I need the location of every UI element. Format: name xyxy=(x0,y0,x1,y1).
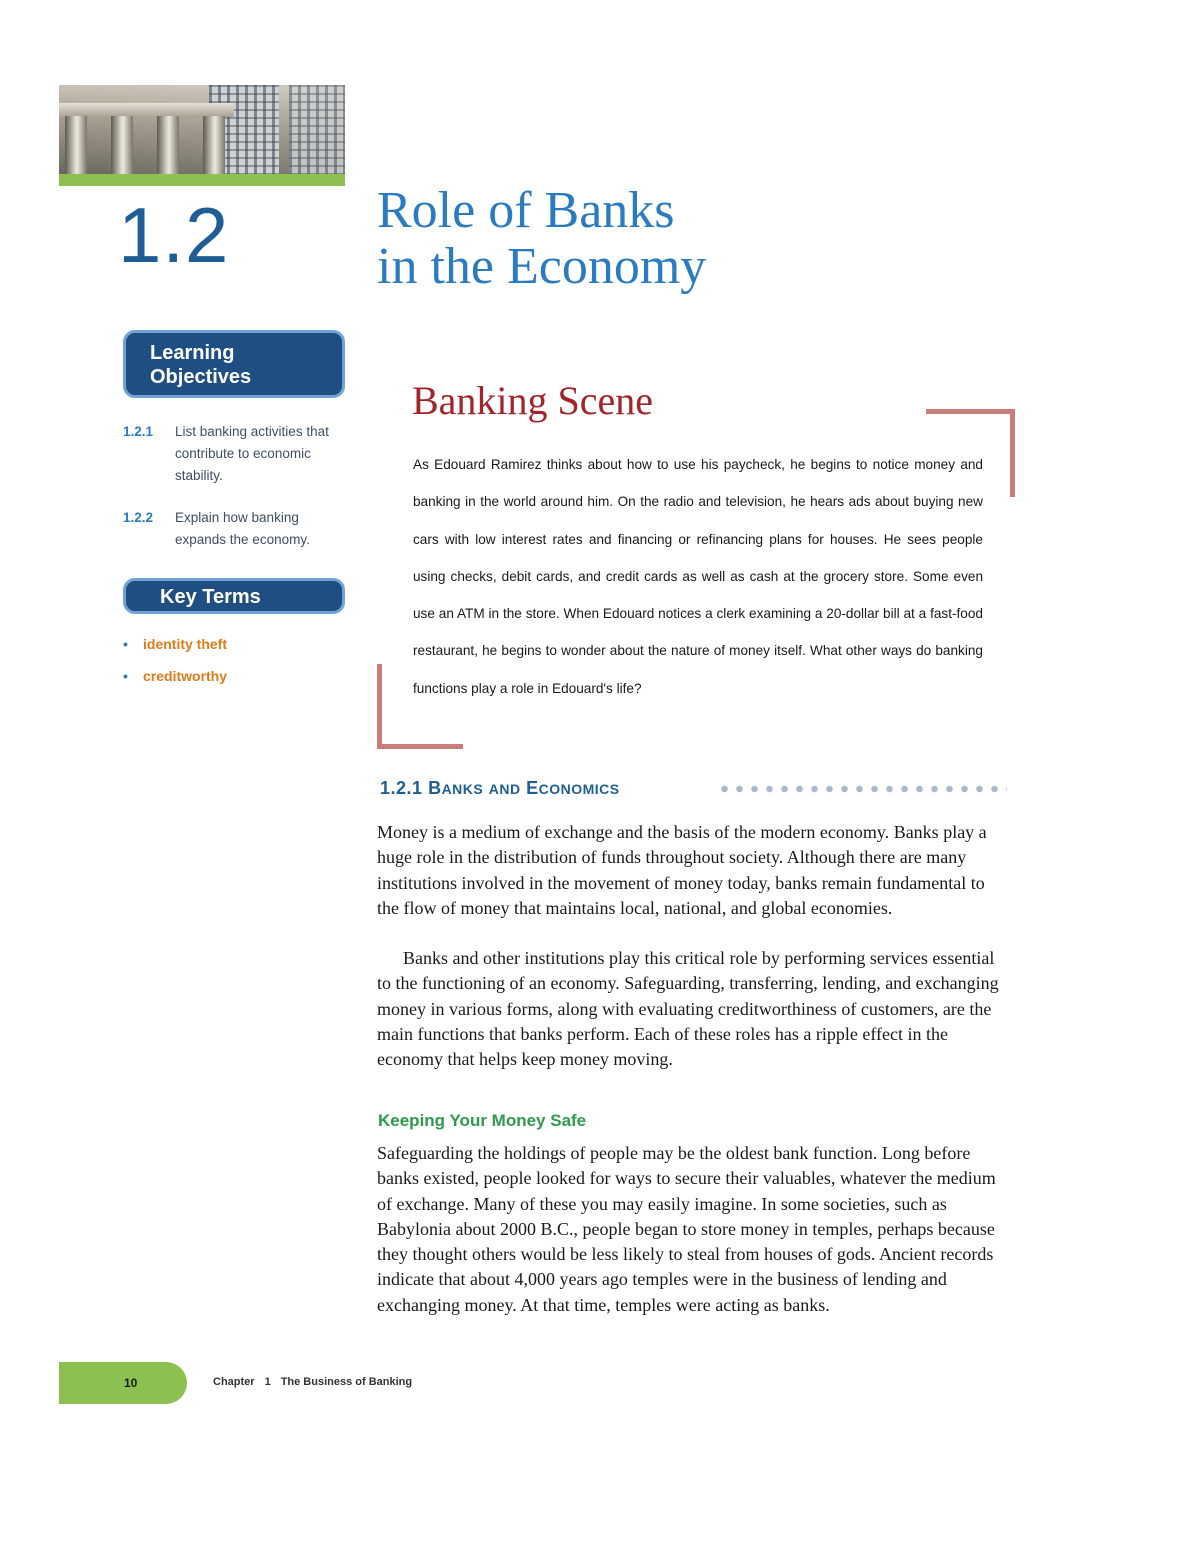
section-heading-word: AND xyxy=(488,781,521,797)
objective-text: Explain how banking expands the economy. xyxy=(175,510,310,547)
page-title-line: in the Economy xyxy=(377,238,707,295)
page-title-line: Role of Banks xyxy=(377,182,675,239)
photo-column xyxy=(157,116,179,174)
dotted-rule xyxy=(717,784,1007,794)
bullet-icon: • xyxy=(123,668,128,684)
photo-column xyxy=(65,116,87,174)
key-term-item[interactable] xyxy=(123,668,227,684)
section-heading xyxy=(380,778,620,799)
key-term-label: identity theft xyxy=(143,636,227,652)
bullet-icon: • xyxy=(123,636,128,652)
section-heading-word: CONOMICS xyxy=(538,781,620,797)
header-photo xyxy=(59,85,345,174)
section-heading-word: B xyxy=(428,778,442,798)
header-accent-bar xyxy=(59,174,345,186)
section-heading-word: ANKS xyxy=(441,781,484,797)
objective-item xyxy=(123,421,353,491)
photo-column xyxy=(111,116,133,174)
corner-bracket xyxy=(377,664,382,749)
footer-chapter-label: Chapter xyxy=(213,1376,255,1388)
subheading: Keeping Your Money Safe xyxy=(378,1111,587,1130)
corner-bracket xyxy=(1010,409,1015,497)
banking-scene-text: As Edouard Ramirez thinks about how to use his paycheck, he begins to notice money and banking in the world around him. On the radio and television, he hears ads about buying new cars with low interest rates and financing or refinancing plans for houses. He sees people using checks, debit cards, and credit cards as well as cash at the grocery store. Some even use an ATM in the store. When Edouard notices a clerk examining a 20-dollar bill at a fast-food restaurant, he begins to wonder about the nature of money itself. What other ways do banking functions play a role in Edouard's life? xyxy=(413,457,983,696)
body-paragraph: Banks and other institutions play this critical role by performing services essential to the functioning of an economy. Safeguarding, transferring, lending, and exchanging money in various forms, along with evaluating creditworthiness of customers, are the main functions that banks perform. Each of these roles has a ripple effect in the economy that helps keep money moving. xyxy=(377,948,999,1070)
key-terms-header xyxy=(123,578,345,614)
body-paragraph: Safeguarding the holdings of people may be the oldest bank function. Long before banks existed, people looked for ways to secure their valuables, whatever the medium of exchange. Many of these you may easily imagine. In some societies, such as Babylonia about 2000 B.C., people began to store money in temples, perhaps because they thought others would be less likely to steal from houses of gods. Ancient records indicate that about 4,000 years ago temples were in the business of lending and exchanging money. At that time, temples were acting as banks. xyxy=(377,1143,996,1315)
photo-entablature xyxy=(59,103,234,117)
corner-bracket xyxy=(377,744,463,749)
footer-chapter-title: The Business of Banking xyxy=(280,1376,413,1388)
objective-number: 1.2.1 xyxy=(123,424,154,439)
key-term-label: creditworthy xyxy=(143,668,228,684)
learning-objectives-header xyxy=(123,330,345,398)
objective-text: List banking activities that contribute to economic stability. xyxy=(175,424,329,483)
corner-bracket xyxy=(926,409,1015,414)
photo-column xyxy=(203,116,225,174)
learning-objectives-label: Objectives xyxy=(150,366,252,388)
footer-tab xyxy=(59,1362,187,1404)
section-number: 1.2 xyxy=(118,191,230,279)
objective-item xyxy=(123,507,353,553)
photo-tower xyxy=(289,85,345,174)
section-heading-number: 1.2.1 xyxy=(380,778,423,798)
learning-objectives-label: Learning xyxy=(150,342,235,364)
banking-scene-title: Banking Scene xyxy=(412,378,654,423)
footer-chapter-number: 1 xyxy=(264,1376,271,1388)
section-heading-word: E xyxy=(526,778,539,798)
body-paragraph: Money is a medium of exchange and the basis of the modern economy. Banks play a huge role in the distribution of funds throughout society. Although there are many institutions involved in the movement of money today, banks remain fundamental to the flow of money that maintains local, national, and global economies. xyxy=(377,822,987,918)
page-number: 10 xyxy=(124,1376,138,1390)
footer-chapter xyxy=(213,1376,422,1388)
key-terms-label: Key Terms xyxy=(160,586,261,608)
page-title xyxy=(377,183,897,295)
objective-number: 1.2.2 xyxy=(123,510,154,525)
key-term-item[interactable] xyxy=(123,636,227,652)
